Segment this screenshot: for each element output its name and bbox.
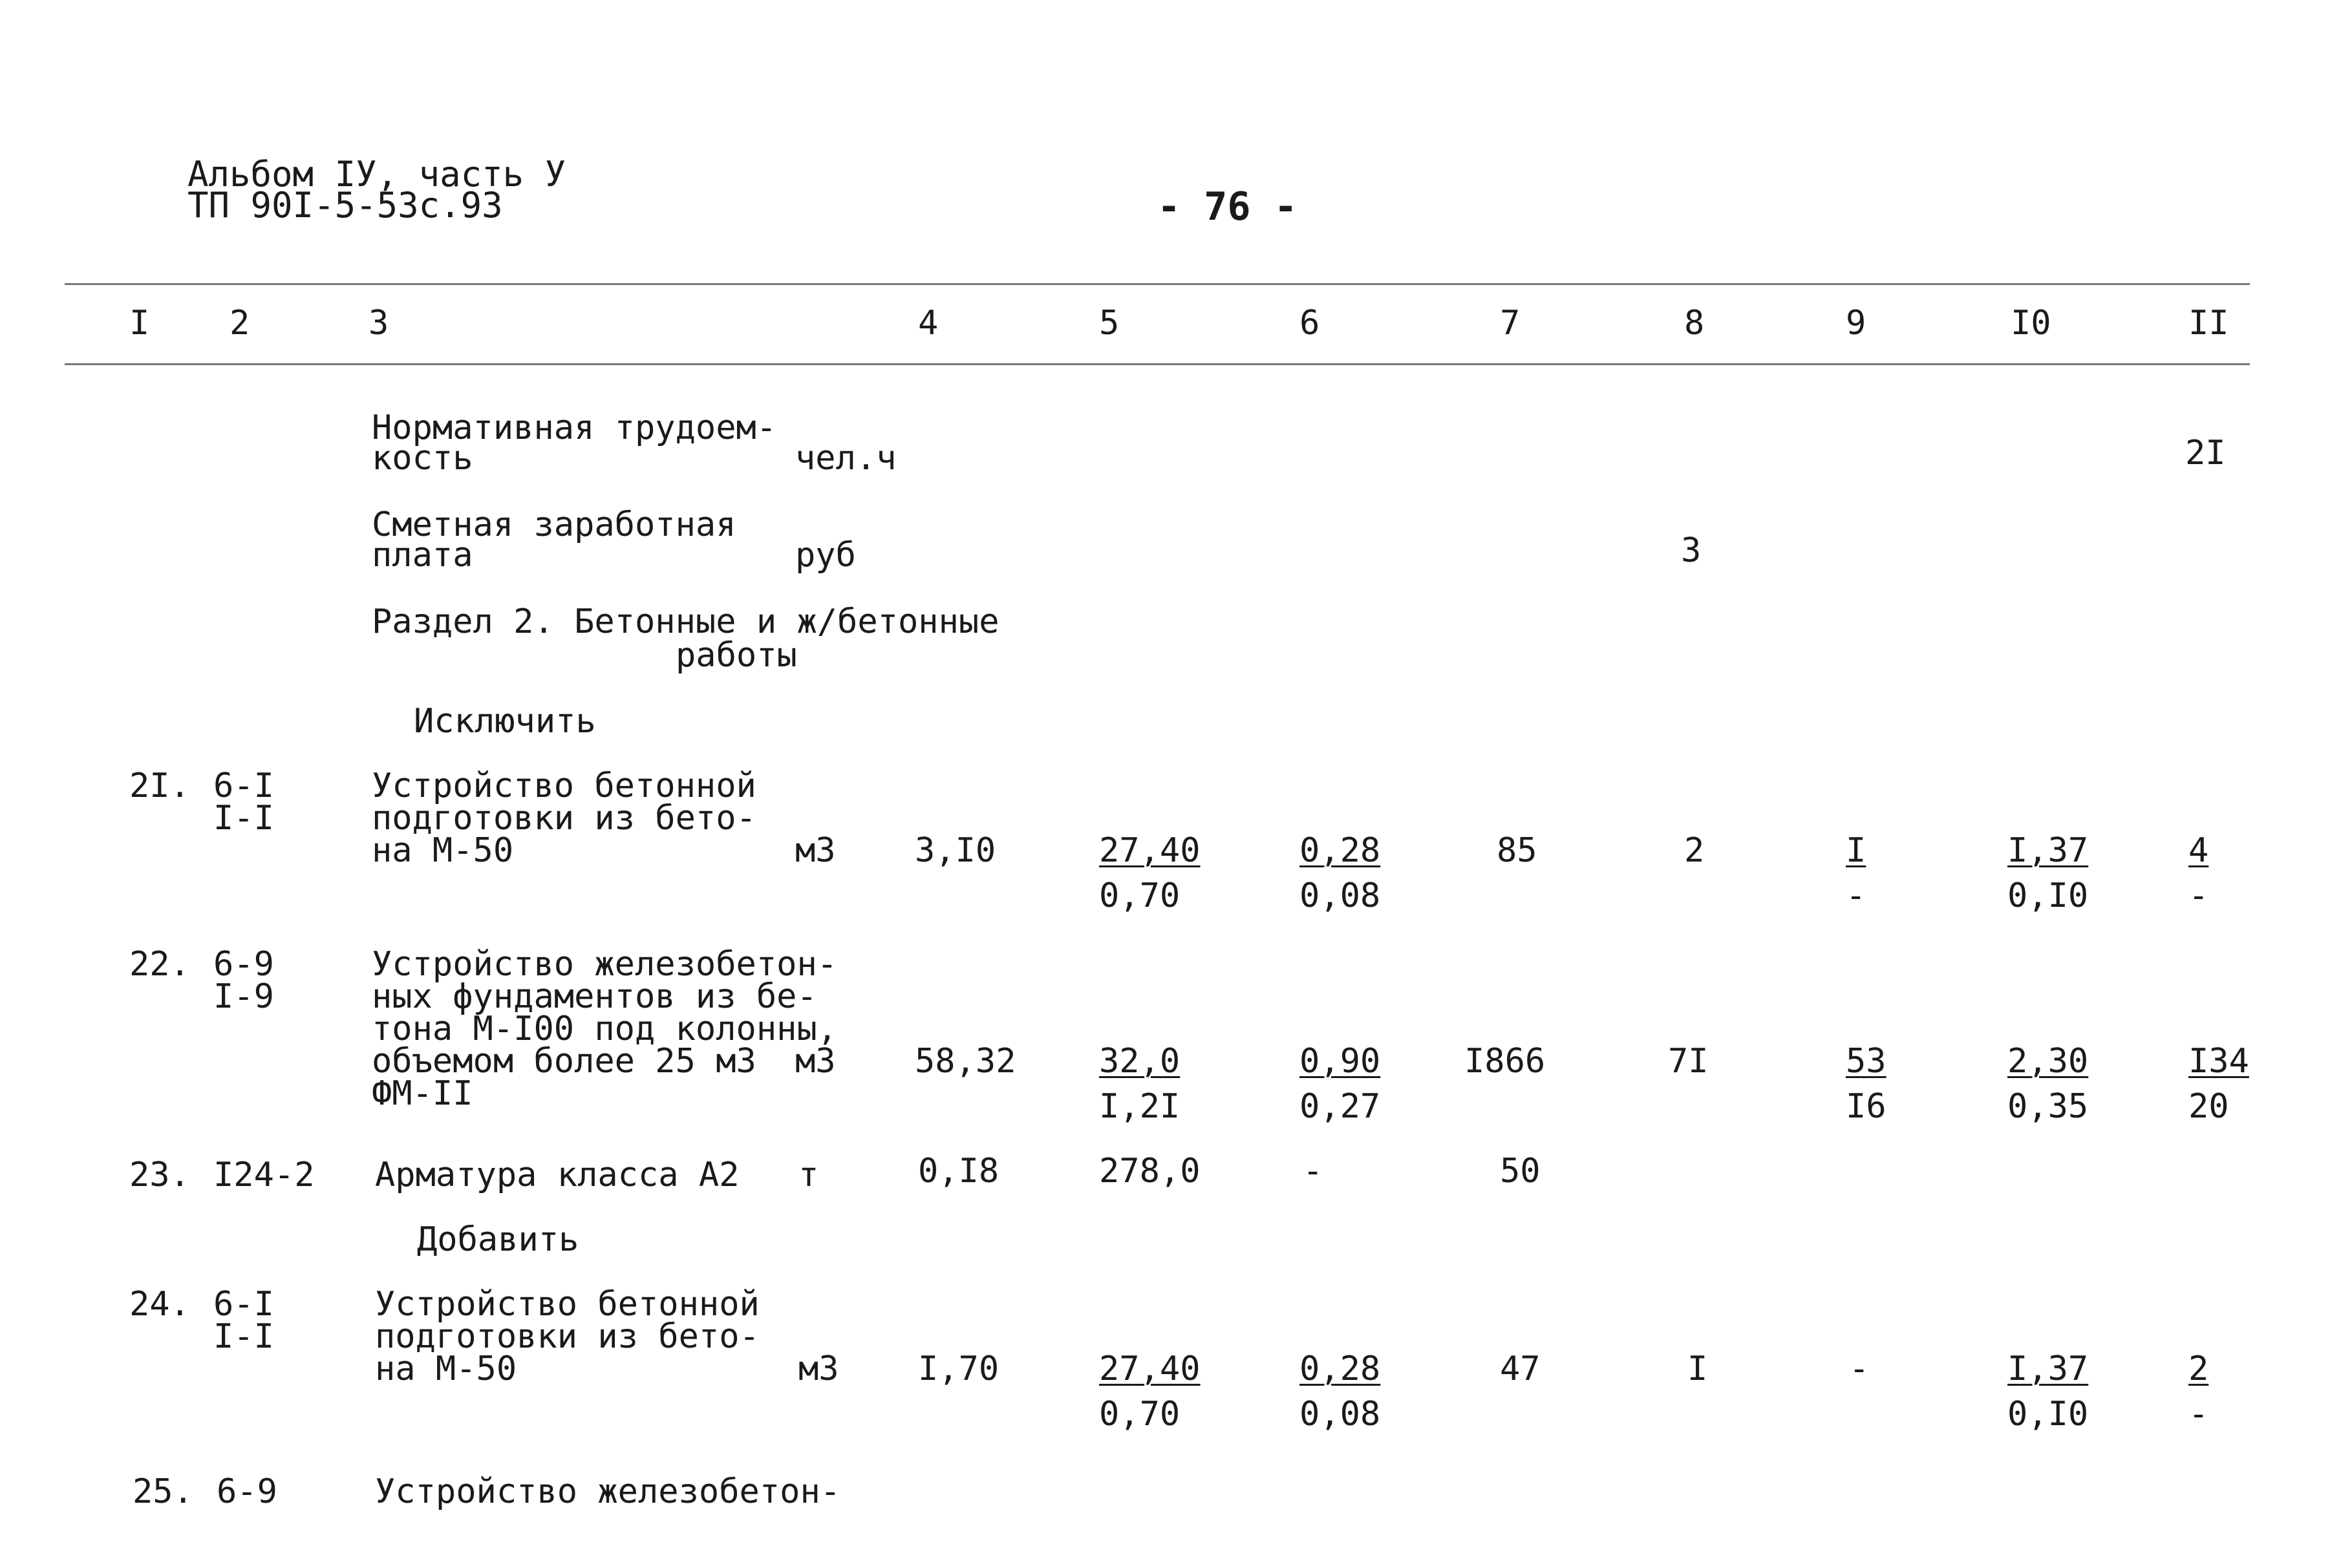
name-line-4: объемом более 25 м3	[372, 1042, 756, 1081]
name-line-3: тона М-I00 под колонны,	[372, 1010, 838, 1048]
col-6-bottom: 0,08	[1299, 1395, 1381, 1434]
col-5-top: 32,0	[1099, 1042, 1181, 1081]
row-number: 22.	[129, 945, 190, 984]
quantity: I,70	[918, 1350, 999, 1388]
col-8: 2	[1684, 831, 1705, 870]
col-7: 50	[1500, 1152, 1541, 1191]
code-bottom: I-I	[213, 1317, 274, 1356]
column-header-7: 7	[1500, 304, 1521, 343]
code-top: 6-I	[213, 1285, 274, 1324]
quantity: 58,32	[915, 1042, 1016, 1081]
wages-col-8: 3	[1681, 531, 1702, 570]
wages-name-line-2: плата	[372, 536, 473, 575]
column-header-9: 9	[1846, 304, 1866, 343]
column-header-11: II	[2188, 304, 2229, 343]
col-7: 85	[1497, 831, 1537, 870]
column-header-6: 6	[1299, 304, 1320, 343]
col-8: 7I	[1668, 1042, 1709, 1081]
row-number: 25.	[133, 1472, 193, 1511]
col-6-top: 0,28	[1299, 831, 1381, 870]
code: I24-2	[213, 1156, 315, 1194]
name-line-2: подготовки из бето-	[372, 799, 756, 838]
col-11-top: I34	[2188, 1042, 2249, 1081]
name-line-1: Устройство железобетон-	[372, 945, 838, 984]
name-line-1: Устройство бетонной	[372, 767, 756, 805]
code-top: 6-I	[213, 767, 274, 805]
col-6-bottom: 0,27	[1299, 1087, 1381, 1126]
col-11-top: 4	[2188, 831, 2209, 870]
column-header-3: 3	[369, 304, 389, 343]
col-10-top: I,37	[2007, 831, 2089, 870]
name-line-2: ных фундаментов из бе-	[372, 977, 817, 1016]
col-7: 47	[1500, 1350, 1541, 1388]
name-line-1: Устройство бетонной	[375, 1285, 760, 1324]
col-9-top: 53	[1846, 1042, 1886, 1081]
column-header-2: 2	[230, 304, 250, 343]
column-header-10: I0	[2011, 304, 2051, 343]
col-5-top: 27,40	[1099, 1350, 1201, 1388]
col-9: -	[1849, 1350, 1870, 1388]
exclude-label: Исключить	[414, 702, 596, 741]
col-5-top: 27,40	[1099, 831, 1201, 870]
col-10-bottom: 0,35	[2007, 1087, 2089, 1126]
section-heading-line-1: Раздел 2. Бетонные и ж/бетонные	[372, 602, 999, 641]
labour-name-line-1: Нормативная трудоем-	[372, 408, 777, 447]
code-bottom: I-9	[213, 977, 274, 1016]
col-11-bottom: 20	[2188, 1087, 2229, 1126]
column-header-8: 8	[1684, 304, 1705, 343]
column-header-1: I	[129, 304, 150, 343]
code: 6-9	[217, 1472, 277, 1511]
row-number: 2I.	[129, 767, 190, 805]
add-label: Добавить	[417, 1220, 579, 1259]
name-line-5: ФМ-II	[372, 1074, 473, 1113]
labour-unit: чел.ч	[795, 439, 897, 478]
column-header-4: 4	[918, 304, 939, 343]
quantity: 0,I8	[918, 1152, 999, 1191]
table-top-rule	[65, 283, 2250, 285]
unit: м3	[795, 1042, 836, 1081]
col-5-bottom: I,2I	[1099, 1087, 1181, 1126]
col-6-top: 0,90	[1299, 1042, 1381, 1081]
name: Арматура класса А2	[375, 1156, 740, 1194]
labour-col-11: 2I	[2185, 434, 2226, 472]
col-9-top: I	[1846, 831, 1866, 870]
col-5-bottom: 0,70	[1099, 876, 1181, 915]
col-6-top: 0,28	[1299, 1350, 1381, 1388]
col-5: 278,0	[1099, 1152, 1201, 1191]
col-7: I866	[1464, 1042, 1546, 1081]
wages-name-line-1: Сметная заработная	[372, 505, 736, 544]
unit: м3	[798, 1350, 839, 1388]
section-heading-line-2: работы	[676, 636, 797, 675]
name-line-3: на М-50	[372, 831, 514, 870]
name: Устройство железобетон-	[375, 1472, 841, 1511]
unit: т	[798, 1156, 819, 1194]
col-10-top: I,37	[2007, 1350, 2089, 1388]
col-9-bottom: I6	[1846, 1087, 1886, 1126]
table-header-rule	[65, 363, 2250, 365]
col-10-bottom: 0,I0	[2007, 1395, 2089, 1434]
name-line-3: на М-50	[375, 1350, 517, 1388]
col-9-bottom: -	[1846, 876, 1866, 915]
col-6: -	[1303, 1152, 1323, 1191]
wages-unit: руб	[795, 536, 856, 575]
col-8: I	[1687, 1350, 1708, 1388]
quantity: 3,I0	[915, 831, 996, 870]
column-header-5: 5	[1099, 304, 1120, 343]
unit: м3	[795, 831, 836, 870]
page-number: - 76 -	[1157, 184, 1298, 229]
col-11-top: 2	[2188, 1350, 2209, 1388]
code-top: 6-9	[213, 945, 274, 984]
code-bottom: I-I	[213, 799, 274, 838]
album-line: Альбом IУ, часть У	[187, 154, 566, 195]
name-line-2: подготовки из бето-	[375, 1317, 760, 1356]
row-number: 24.	[129, 1285, 190, 1324]
col-10-bottom: 0,I0	[2007, 876, 2089, 915]
labour-name-line-2: кость	[372, 439, 473, 478]
col-6-bottom: 0,08	[1299, 876, 1381, 915]
document-code: ТП 90I-5-53с.93	[187, 185, 503, 226]
col-11-bottom: -	[2188, 876, 2209, 915]
row-number: 23.	[129, 1156, 190, 1194]
col-10-top: 2,30	[2007, 1042, 2089, 1081]
col-11-bottom: -	[2188, 1395, 2209, 1434]
col-5-bottom: 0,70	[1099, 1395, 1181, 1434]
